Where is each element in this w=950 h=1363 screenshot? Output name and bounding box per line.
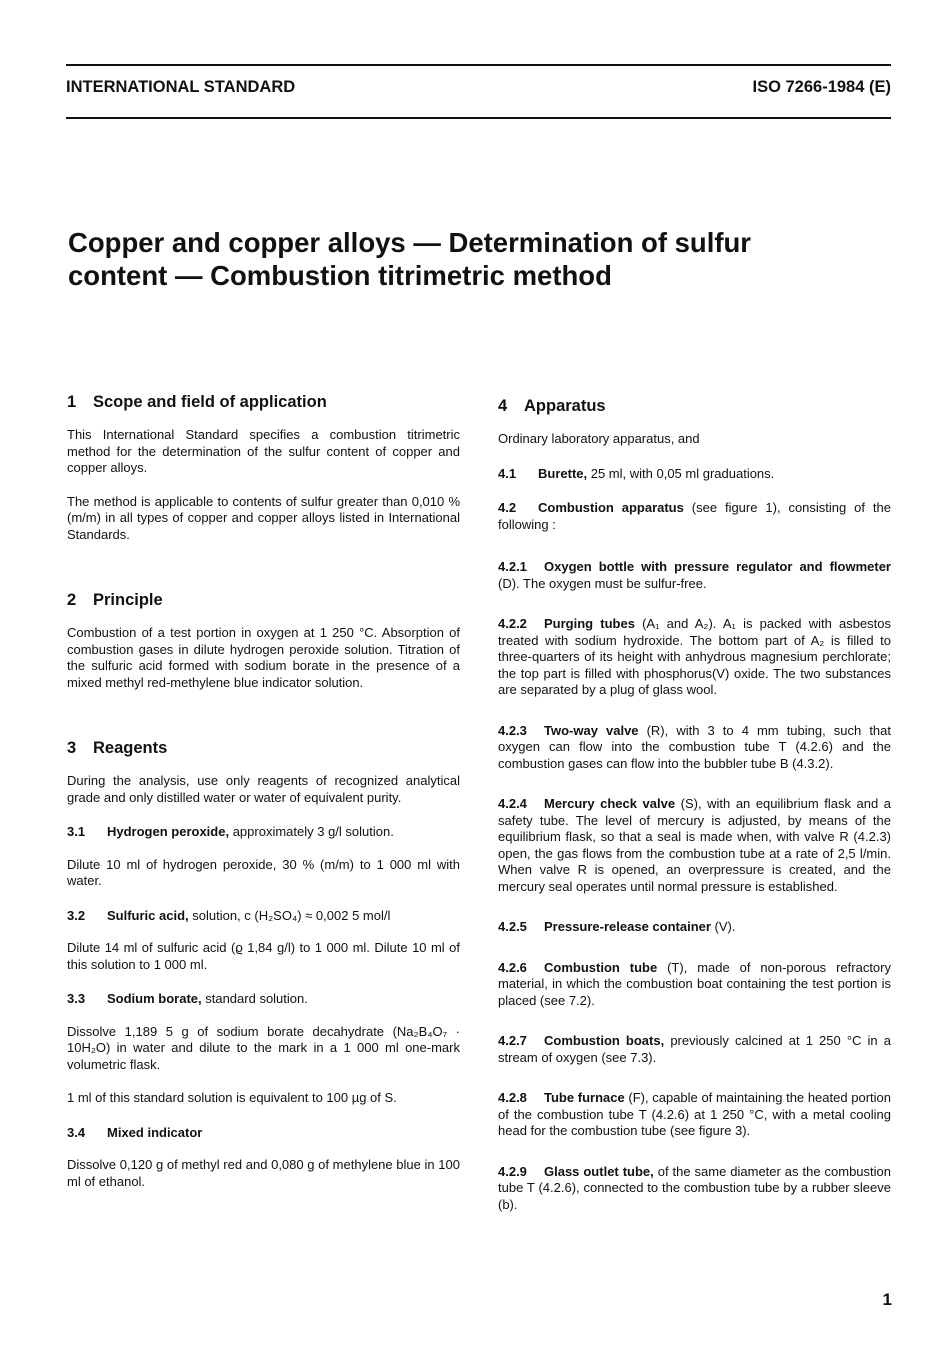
section-4-heading: 4 Apparatus	[498, 397, 606, 415]
item-4-2-8: 4.2.8 Tube furnace (F), capable of maintaining the heated portion of the combustion tube T (4.2.6) at 1 250 °C, with a metal cooling head for the combustion tube (see figure 3).	[498, 1090, 891, 1138]
item-3-2-paragraph: Dilute 14 ml of sulfuric acid (ϱ 1,84 g/l) to 1 000 ml. Dilute 10 ml of this solution to 1 000 ml.	[67, 940, 460, 972]
header-document-number: ISO 7266-1984 (E)	[752, 78, 891, 96]
header-bottom-rule	[66, 117, 891, 119]
section-4-intro: Ordinary laboratory apparatus, and	[498, 431, 700, 446]
item-4-2-5: 4.2.5 Pressure-release container (V).	[498, 919, 736, 934]
item-4-2-4: 4.2.4 Mercury check valve (S), with an equilibrium flask and a safety tube. The level of mercury is adjusted, by means of the equilibrium flask, so that a seal is made when, with valve R (4.2.3) open, the gas flows from the combustion tube at a rate of 2,5 l/min. When valve R is opened, an overpressure is created, and the mercury seal operates until normal pressure is established.	[498, 796, 892, 894]
item-4-2-9: 4.2.9 Glass outlet tube, of the same diameter as the combustion tube T (4.2.6), connected to the combustion tube by a rubber sleeve (b).	[498, 1163, 891, 1212]
item-3-2-heading: 3.2 Sulfuric acid, solution, c (H₂SO₄) ≈ 0,002 5 mol/l	[67, 907, 391, 923]
header-standard-label: INTERNATIONAL STANDARD	[66, 78, 296, 96]
section-3-intro: During the analysis, use only reagents of recognized analytical grade and only distilled water or water of equivalent purity.	[67, 773, 460, 805]
section-2-paragraph: Combustion of a test portion in oxygen at 1 250 °C. Absorption of combustion gases in dilute hydrogen peroxide solution. Titration of the sulfuric acid formed with sodium borate in the presence of a mixed methyl red-methylene blue indicator solution.	[67, 625, 460, 690]
item-4-2-6: 4.2.6 Combustion tube (T), made of non-porous refractory material, in which the combustion boat containing the test portion is placed (see 7.2).	[498, 959, 891, 1008]
item-3-3-heading: 3.3 Sodium borate, standard solution.	[67, 991, 308, 1006]
item-3-4-heading: 3.4 Mixed indicator	[67, 1124, 203, 1140]
item-4-2-1: 4.2.1 Oxygen bottle with pressure regulator and flowmeter (D). The oxygen must be sulfur-free.	[498, 559, 891, 591]
item-3-3-paragraph-1: Dissolve 1,189 5 g of sodium borate decahydrate (Na₂B₄O₇ · 10H₂O) in water and dilute to the mark in a 1 000 ml one-mark volumetric flask.	[67, 1023, 460, 1072]
title-line-1: Copper and copper alloys — Determination of sulfur	[68, 227, 752, 258]
section-1-heading: 1 Scope and field of application	[67, 393, 327, 411]
title-line-2: content — Combustion titrimetric method	[68, 260, 612, 291]
item-4-2-2: 4.2.2 Purging tubes (A₁ and A₂). A₁ is packed with asbestos treated with sodium hydroxide. The bottom part of A₂ is filled to three-quarters of its height with anhydrous magnesium perchlorate; the top part is filled with phosphorus(V) oxide. The two substances are separated by a plug of glass wool.	[498, 616, 891, 697]
left-column	[67, 392, 460, 1190]
document-title	[68, 226, 888, 292]
right-column	[498, 396, 891, 1213]
header-top-rule	[66, 64, 891, 66]
item-3-4-paragraph: Dissolve 0,120 g of methyl red and 0,080 g of methylene blue in 100 ml of ethanol.	[67, 1157, 460, 1189]
item-4-2-3: 4.2.3 Two-way valve (R), with 3 to 4 mm tubing, such that oxygen can flow into the combustion tube T (4.2.6) and the combustion gases can flow into the bubbler tube B (4.3.2).	[498, 722, 891, 771]
section-3-heading: 3 Reagents	[67, 739, 168, 757]
item-4-2: 4.2 Combustion apparatus (see figure 1), consisting of the following :	[498, 500, 891, 532]
item-4-1: 4.1 Burette, 25 ml, with 0,05 ml graduations.	[498, 465, 775, 481]
item-3-3-paragraph-2: 1 ml of this standard solution is equivalent to 100 µg of S.	[67, 1090, 397, 1105]
item-4-2-7: 4.2.7 Combustion boats, previously calcined at 1 250 °C in a stream of oxygen (see 7.3).	[498, 1033, 891, 1065]
page-number: 1	[882, 1290, 892, 1309]
section-1-paragraph-2: The method is applicable to contents of sulfur greater than 0,010 % (m/m) in all types of copper and copper alloys listed in International Standards.	[67, 493, 460, 542]
section-2-heading: 2 Principle	[67, 591, 163, 609]
section-1-paragraph-1: This International Standard specifies a combustion titrimetric method for the determination of the sulfur content of copper and copper alloys.	[67, 427, 460, 475]
item-3-1-heading: 3.1 Hydrogen peroxide, approximately 3 g/l solution.	[67, 824, 394, 839]
page-header	[66, 78, 891, 100]
item-3-1-paragraph: Dilute 10 ml of hydrogen peroxide, 30 % (m/m) to 1 000 ml with water.	[67, 856, 460, 888]
